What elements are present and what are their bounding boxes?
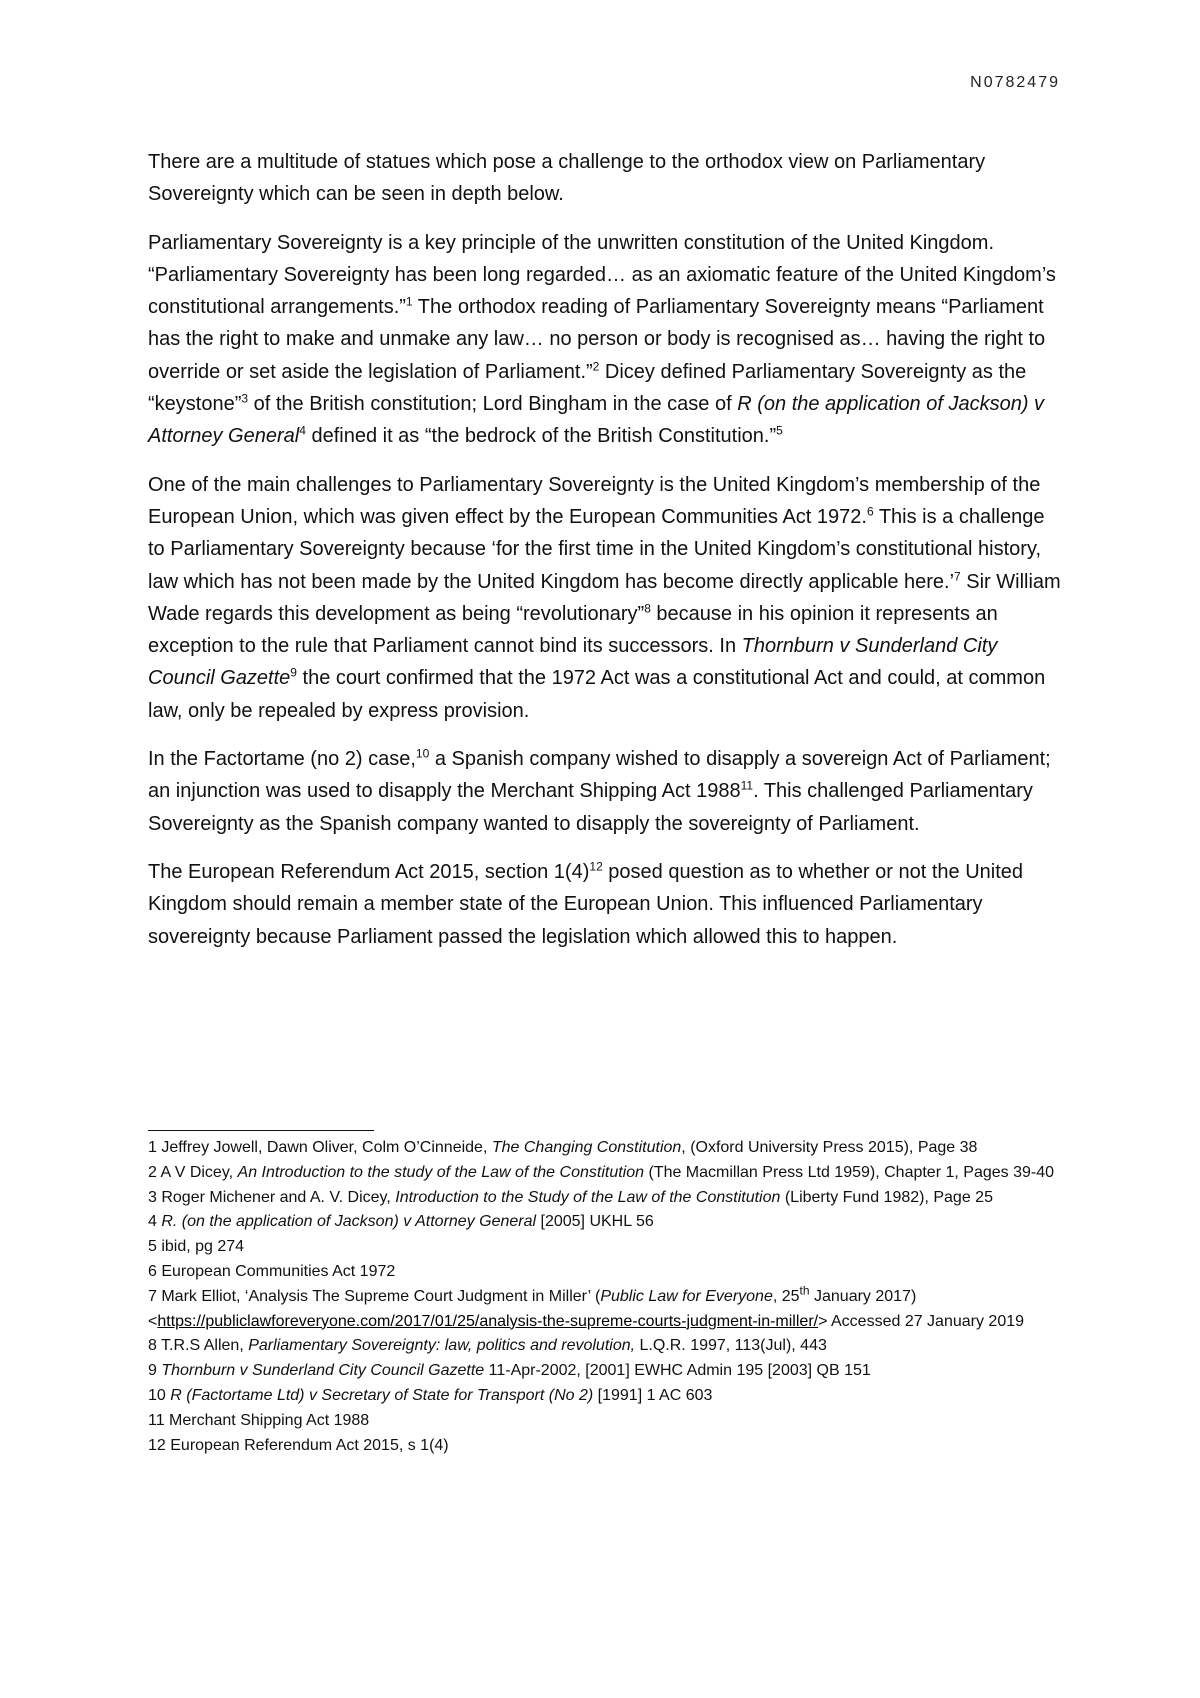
essay-body [148, 146, 1063, 969]
paragraph-text: posed question as to whether or not the United Kingdom should remain a member state of the European Union. This influenced Parliamentary sovereignty because Parliament passed the legislation which allowed this to happen. [148, 860, 1024, 948]
footnote-title: Introduction to the Study of the Law of the Constitution [395, 1188, 781, 1206]
paragraph-intro [148, 146, 1063, 211]
case-citation: Thornburn v Sunderland City Council Gazette [148, 635, 998, 690]
paragraph-text: There are a multitude of statues which pose a challenge to the orthodox view on Parliamentary Sovereignty which can be seen in depth below. [148, 151, 986, 206]
paragraph-text: defined it as “the bedrock of the British Constitution.” [305, 425, 777, 448]
footnote-text: (Liberty Fund 1982), Page 25 [780, 1188, 993, 1206]
footnote-title: Thornburn v Sunderland City Council Gazette [161, 1362, 485, 1380]
footnote-text: 12 European Referendum Act 2015, s 1(4) [148, 1436, 449, 1454]
paragraph-text: Parliamentary Sovereignty is a key principle of the unwritten constitution of the United Kingdom. “Parliamentary Sovereignty has been long regarded… as an axiomatic feature of the United Kingdom’s constitutional arrangements.” [148, 231, 1056, 319]
footnote-title: R. (on the application of Jackson) v Attorney General [161, 1213, 537, 1231]
footnote-title: Public Law for Everyone [600, 1287, 773, 1305]
footnote-text: 10 [148, 1386, 171, 1404]
footnote-6 [148, 1260, 1068, 1285]
footnote-ref[interactable]: 2 [592, 359, 600, 374]
paragraph-referendum [148, 856, 1063, 953]
footnote-text: 7 Mark Elliot, ‘Analysis The Supreme Court Judgment in Miller’ ( [148, 1287, 601, 1305]
footnote-ref[interactable]: 8 [644, 601, 651, 616]
footnote-text: 11-Apr-2002, [2001] EWHC Admin 195 [2003] QB 151 [484, 1362, 871, 1380]
paragraph-text: because in his opinion it represents an exception to the rule that Parliament cannot bind its successors. In [148, 602, 998, 658]
paragraph-factortame [148, 743, 1063, 840]
footnote-ref[interactable]: 1 [405, 294, 413, 309]
footnote-text: (The Macmillan Press Ltd 1959), Chapter 1, Pages 39-40 [644, 1163, 1054, 1181]
footnote-8 [148, 1334, 1068, 1359]
footnote-ref[interactable]: 11 [740, 778, 754, 793]
footnote-7 [148, 1285, 1068, 1335]
paragraph-text: . This challenged Parliamentary Sovereignty as the Spanish company wanted to disapply the sovereignty of Parliament. [148, 780, 1033, 835]
footnote-link[interactable]: https://publiclawforeveryone.com/2017/01/25/analysis-the-supreme-courts-judgment-in-miller/ [157, 1312, 819, 1330]
paragraph-text: In the Factortame (no 2) case, [148, 748, 416, 771]
paragraph-text: the court confirmed that the 1972 Act was a constitutional Act and could, at common law, only be repealed by express provision. [148, 667, 1046, 722]
ordinal-suffix: th [799, 1283, 810, 1298]
footnote-title: R (Factortame Ltd) v Secretary of State for Transport (No 2) [170, 1386, 594, 1404]
footnote-5 [148, 1235, 1068, 1260]
footnote-ref[interactable]: 9 [290, 665, 297, 680]
footnote-1 [148, 1136, 1068, 1161]
case-citation: R (on the application of Jackson) v Attorney General [148, 393, 1045, 448]
footnotes [148, 1136, 1068, 1458]
paragraph-text: Dicey defined Parliamentary Sovereignty as the “keystone” [148, 360, 1027, 416]
footnote-ref[interactable]: 10 [415, 746, 430, 761]
paragraph-text: of the British constitution; Lord Bingham in the case of [248, 393, 738, 416]
footnote-text: 8 T.R.S Allen, [148, 1337, 249, 1355]
paragraph-text: The orthodox reading of Parliamentary Sovereignty means “Parliament has the right to make and unmake any law… no person or body is recognised as… having the right to override or set aside the legislation of Parliament.” [148, 296, 1046, 383]
paragraph-text: One of the main challenges to Parliamentary Sovereignty is the United Kingdom’s membership of the European Union, which was given effect by the European Communities Act 1972. [148, 473, 1041, 528]
footnote-text: 4 [148, 1213, 162, 1231]
footnote-text: [2005] UKHL 56 [536, 1213, 654, 1231]
paragraph-sovereignty-definition [148, 227, 1063, 453]
footnote-text: , (Oxford University Press 2015), Page 38 [681, 1139, 978, 1156]
paragraph-eu-membership [148, 469, 1063, 727]
footnote-ref[interactable]: 6 [866, 504, 874, 519]
footnote-4 [148, 1210, 1068, 1235]
footnote-text: [1991] 1 AC 603 [593, 1386, 713, 1404]
footnote-text: 3 Roger Michener and A. V. Dicey, [148, 1188, 396, 1206]
footnote-ref[interactable]: 3 [241, 391, 249, 406]
footnote-text: L.Q.R. 1997, 113(Jul), 443 [635, 1337, 827, 1355]
footnote-12 [148, 1434, 1068, 1459]
footnote-11 [148, 1409, 1068, 1434]
footnote-2 [148, 1161, 1068, 1186]
footnote-ref[interactable]: 7 [954, 568, 961, 583]
footnote-text: 1 Jeffrey Jowell, Dawn Oliver, Colm O’Cinneide, [148, 1139, 492, 1156]
footnote-ref[interactable]: 5 [776, 423, 783, 438]
footnote-ref[interactable]: 12 [589, 859, 603, 874]
footnote-text: , 25 [772, 1287, 800, 1305]
footnote-title: The Changing Constitution [491, 1139, 682, 1156]
footnote-text: 2 A V Dicey, [148, 1163, 238, 1181]
footnote-text: 6 European Communities Act 1972 [148, 1262, 396, 1280]
footnote-text: 9 [148, 1362, 162, 1380]
footnote-9 [148, 1359, 1068, 1384]
footnote-title: Parliamentary Sovereignty: law, politics and revolution, [248, 1337, 636, 1355]
paragraph-text: a Spanish company wished to disapply a sovereign Act of Parliament; an injunction was used to disapply the Merchant Shipping Act 1988 [148, 748, 1051, 803]
footnote-text: 11 Merchant Shipping Act 1988 [148, 1411, 370, 1429]
footnote-separator [148, 1130, 374, 1131]
paragraph-text: Sir William Wade regards this development as being “revolutionary” [148, 570, 1061, 625]
student-id: N0782479 [970, 74, 1060, 91]
footnote-text: January 2017) < [148, 1287, 917, 1330]
footnote-title: An Introduction to the study of the Law of the Constitution [237, 1163, 645, 1181]
footnote-ref[interactable]: 4 [299, 423, 306, 438]
paragraph-text: The European Referendum Act 2015, section 1(4) [148, 860, 590, 883]
paragraph-text: This is a challenge to Parliamentary Sovereignty because ‘for the first time in the United Kingdom’s constitutional history, law which has not been made by the United Kingdom has become directly applicable here.’ [148, 505, 1045, 593]
footnote-text: 5 ibid, pg 274 [148, 1238, 245, 1256]
footnote-3 [148, 1186, 1068, 1211]
footnote-10 [148, 1384, 1068, 1409]
footnote-text: > Accessed 27 January 2019 [818, 1312, 1025, 1330]
